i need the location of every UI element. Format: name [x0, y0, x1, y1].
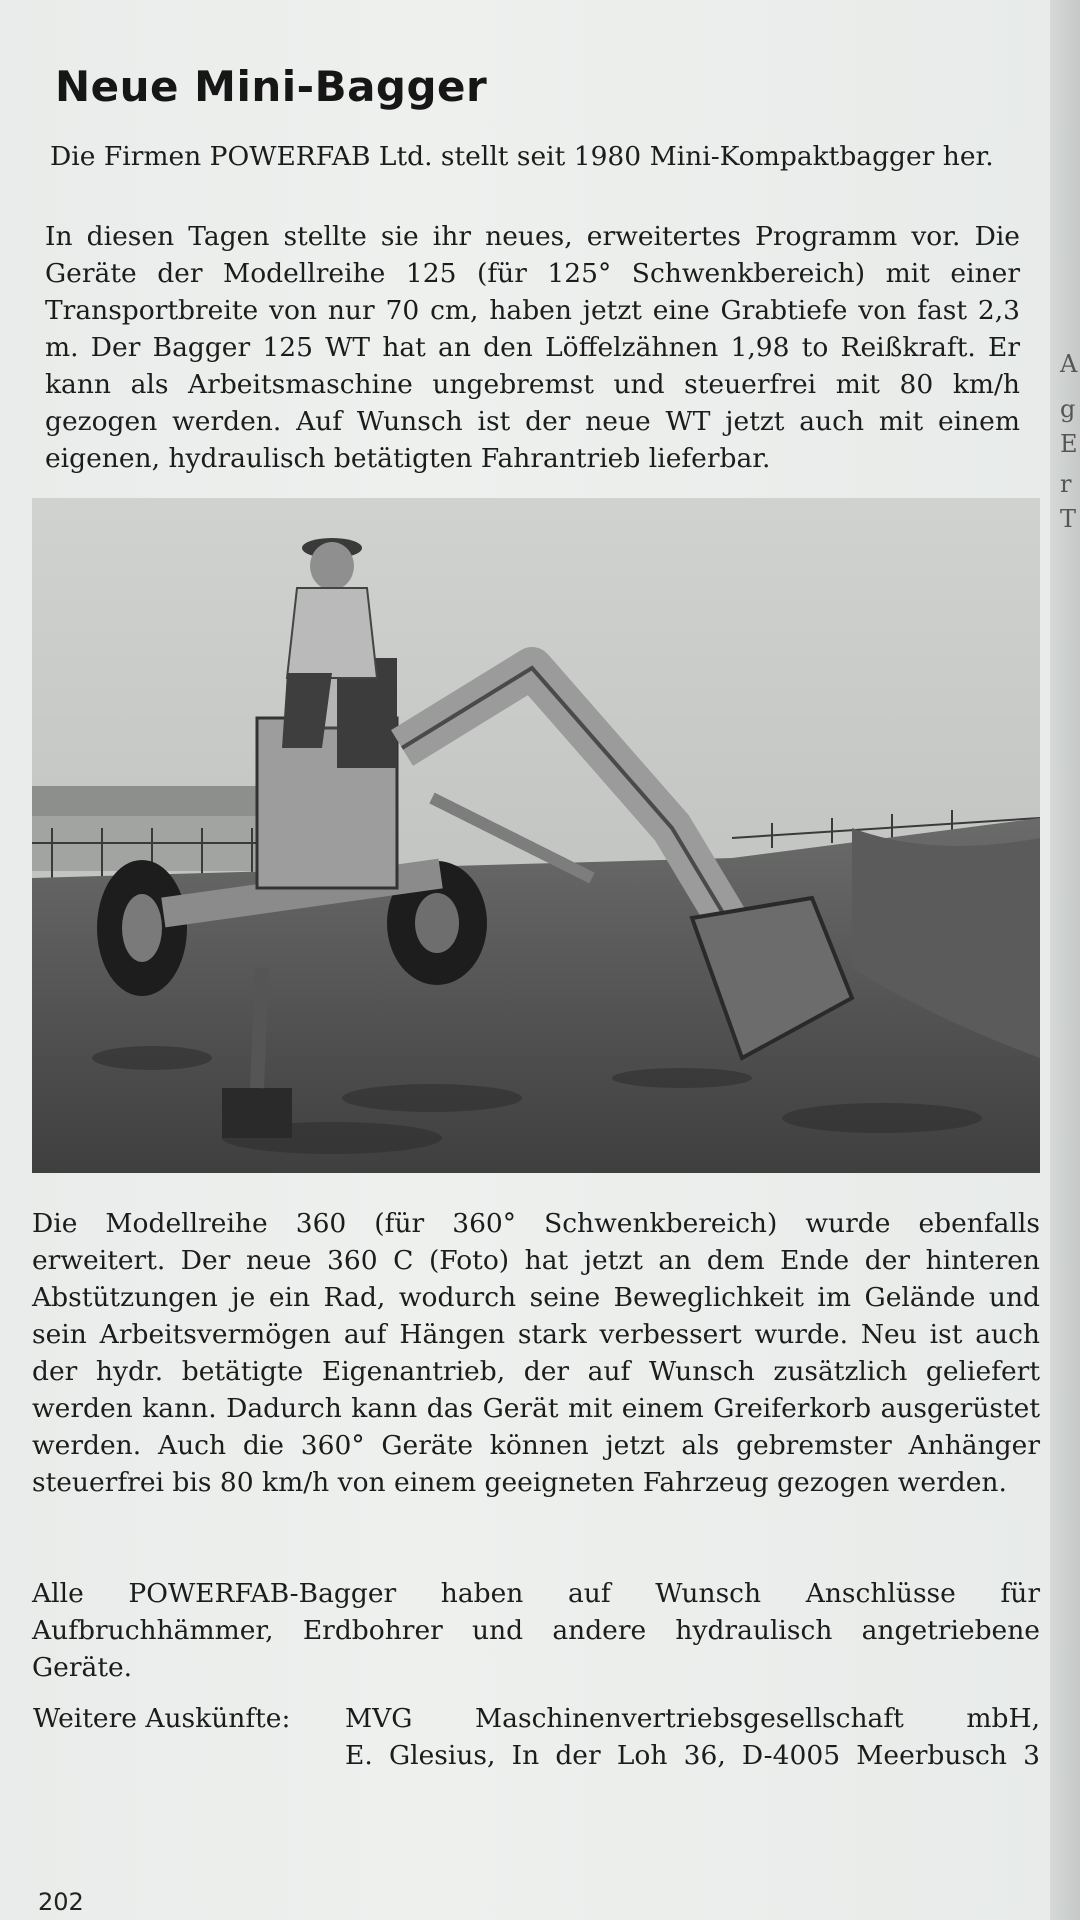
contact-address: E. Glesius, In der Loh 36, D-4005 Meerbusch 3 [345, 1740, 1040, 1771]
article-title: Neue Mini-Bagger [55, 62, 488, 111]
next-page-letter: r [1060, 470, 1072, 498]
paragraph-model-360: Die Modellreihe 360 (für 360° Schwenkbereich) wurde ebenfalls erweitert. Der neue 360 C (Foto) hat jetzt an dem Ende der hinteren Abstützungen je ein Rad, wodurch seine Beweglichkeit im Gelände und sein Arbeitsvermögen auf Hängen stark verbessert wurde. Neu ist auch der hydr. betätigte Eigenantrieb, der auf Wunsch zusätzlich geliefert werden kann. Dadurch kann das Gerät mit einem Greiferkorb ausgerüstet werden. Auch die 360° Geräte können jetzt als gebremster Anhänger steuerfrei bis 80 km/h von einem geeigneten Fahrzeug gezogen werden. [32, 1208, 1040, 1498]
next-page-letter: g [1060, 395, 1076, 423]
stabilizer-foot [222, 1088, 292, 1138]
paragraph-intro: Die Firmen POWERFAB Ltd. stellt seit 1980 Mini-Kompaktbagger her. [50, 141, 994, 172]
contact-label: Weitere Auskünfte: [33, 1703, 291, 1734]
next-page-letter: A [1060, 350, 1078, 378]
contact-company: MVG Maschinenvertriebsgesellschaft mbH, [345, 1703, 1040, 1734]
paragraph-attachments: Alle POWERFAB-Bagger haben auf Wunsch Anschlüsse für Aufbruchhämmer, Erdbohrer und andere hydraulisch angetriebene Geräte. [32, 1578, 1040, 1683]
next-page-letter: E [1060, 430, 1078, 458]
shed-roof [32, 786, 277, 816]
paragraph-model-125: In diesen Tagen stellte sie ihr neues, erweitertes Programm vor. Die Geräte der Modellreihe 125 (für 125° Schwenkbereich) mit einer Transportbreite von nur 70 cm, haben jetzt eine Grabtiefe von fast 2,3 m. Der Bagger 125 WT hat an den Löffelzähnen 1,98 to Reißkraft. Er kann als Arbeitsmaschine ungebremst und steuerfrei mit 80 km/h gezogen werden. Auf Wunsch ist der neue WT jetzt auch mit einem eigenen, hydraulisch betätigten Fahrantrieb lieferbar. [45, 221, 1020, 474]
next-page-letter: T [1060, 505, 1077, 533]
next-page-edge [1050, 0, 1080, 1920]
excavator-photo [32, 498, 1040, 1173]
excavator-illustration [32, 498, 1040, 1173]
page-number: 202 [38, 1888, 84, 1916]
